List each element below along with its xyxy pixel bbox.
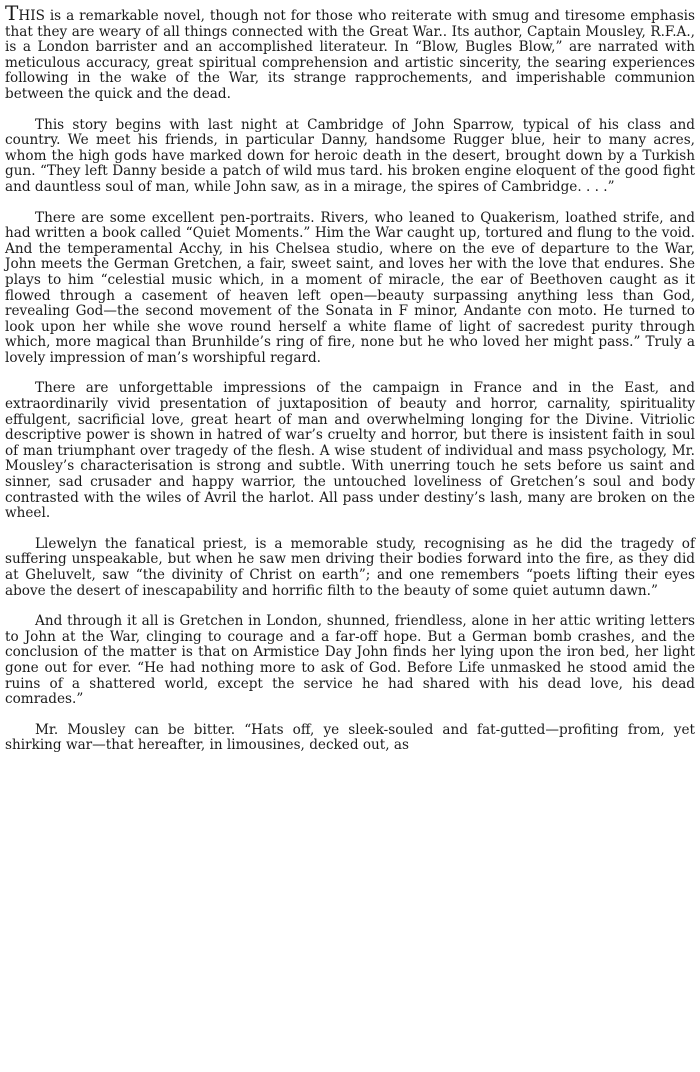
paragraph-bitter: Mr. Mousley can be bitter. “Hats off, ye sleek-souled and fat-gutted—profiting from, yet shirking war—that hereafter, in limousines, decked out, as: [5, 721, 695, 754]
paragraph-pen-portraits: There are some excellent pen-portraits. Rivers, who leaned to Quakerism, loathed strife, and had written a book called “Quiet Moments.” Him the War caught up, tortured and flung to the void. And the temperamental Acchy, in his Chelsea studio, where on the eve of departure to the War, John meets the German Gretchen, a fair, sweet saint, and loves her with the love that endures. She plays to him “celestial music which, in a moment of miracle, the ear of Beethoven caught as it flowed through a casement of heaven left open—beauty surpassing anything less than God, revealing God—the second movement of the Sonata in F minor, Andante con moto. He turned to look upon her while she wove round herself a white flame of light of sacredest purity through which, more magical than Brunhilde’s ring of fire, none but he who loved her might pass.” Truly a lovely impression of man’s worshipful regard.: [5, 209, 695, 366]
paragraph-intro-text: HIS is a remarkable novel, though not for those who reiterate with smug and tiresome emphasis that they are weary of all things connected with the Great War.. Its author, Captain Mousley, R.F.A., is a London barrister and an accomplished literateur. In “Blow, Bugles Blow,” are narrated with meticulous accuracy, great spiritual comprehension and artistic sincerity, the searing experiences following in the wake of the War, its strange rapprochements, and imperishable communion between the quick and the dead.: [5, 8, 695, 102]
paragraph-intro: [5, 1, 695, 103]
paragraph-llewelyn: Llewelyn the fanatical priest, is a memorable study, recognising as he did the tragedy of suffering unspeakable, but when he saw men driving their bodies forward into the fire, as they did at Gheluvelt, saw “the divinity of Christ on earth”; and one remembers “poets lifting their eyes above the desert of inescapability and horrific filth to the beauty of some quiet autumn dawn.”: [5, 535, 695, 599]
paragraph-gretchen: And through it all is Gretchen in London, shunned, friendless, alone in her attic writing letters to John at the War, clinging to courage and a far-off hope. But a German bomb crashes, and the conclusion of the matter is that on Armistice Day John finds her lying upon the iron bed, her light gone out for ever. “He had nothing more to ask of God. Before Life unmasked he stood amid the ruins of a shattered world, except the service he had shared with his dead love, his dead comrades.”: [5, 613, 695, 708]
paragraph-story-begins: This story begins with last night at Cambridge of John Sparrow, typical of his class and country. We meet his friends, in particular Danny, handsome Rugger blue, heir to many acres, whom the high gods have marked down for heroic death in the desert, brought down by a Turkish gun. “They left Danny beside a patch of wild mus tard. his broken engine eloquent of the good fight and dauntless soul of man, while John saw, as in a mirage, the spires of Cambridge. . . .”: [5, 116, 695, 195]
paragraph-campaign: There are unforgettable impressions of the campaign in France and in the East, and extraordinarily vivid presentation of juxtaposition of beauty and horror, carnality, spirituality effulgent, sacrificial love, great heart of man and overwhelming longing for the Divine. Vitriolic descriptive power is shown in hatred of war’s cruelty and horror, but there is insistent faith in soul of man triumphant over tragedy of the flesh. A wise student of individual and mass psychology, Mr. Mousley’s characterisation is strong and subtle. With unerring touch he sets before us saint and sinner, sad crusader and happy warrior, the untouched loveliness of Gretchen’s soul and body contrasted with the wiles of Avril the harlot. All pass under destiny’s lash, many are broken on the wheel.: [5, 380, 695, 522]
drop-cap: T: [5, 1, 19, 25]
